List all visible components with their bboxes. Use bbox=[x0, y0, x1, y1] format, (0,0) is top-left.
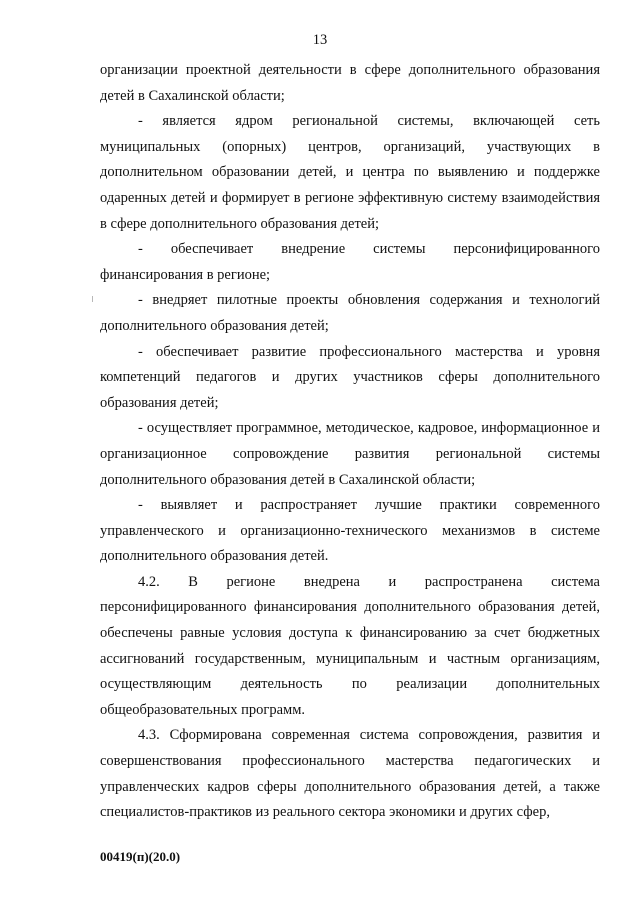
text-line: управленческого и организационно-технического механизмов в системе bbox=[100, 522, 600, 539]
text-line: финансирования в регионе; bbox=[100, 266, 271, 283]
list-item-professional-development bbox=[100, 340, 600, 417]
text-line: муниципальных (опорных) центров, организаций, участвующих в bbox=[100, 138, 600, 155]
text-line: детей в Сахалинской области; bbox=[100, 87, 285, 104]
paragraph-continuation bbox=[100, 58, 600, 109]
list-item-pilot-projects bbox=[100, 288, 600, 339]
text-line: обеспечены равные условия доступа к финансированию за счет бюджетных bbox=[100, 625, 600, 642]
text-line: общеобразовательных программ. bbox=[100, 701, 306, 718]
page-number: 13 bbox=[312, 32, 328, 48]
text-line: совершенствования профессионального мастерства педагогических и bbox=[100, 753, 600, 770]
text-line: 4.3. Сформирована современная система сопровождения, развития и bbox=[138, 727, 600, 744]
list-item-support bbox=[100, 416, 600, 493]
text-line: - внедряет пилотные проекты обновления содержания и технологий bbox=[138, 292, 600, 309]
text-line: организации проектной деятельности в сфере дополнительного образования bbox=[100, 62, 600, 78]
text-line: взаимодействия в сфере дополнительного образования детей; bbox=[100, 189, 600, 232]
section-4-3 bbox=[100, 723, 600, 825]
text-line: - является ядром региональной системы, включающей сеть bbox=[138, 113, 600, 130]
text-line: специалистов-практиков из реального сектора экономики и других сфер, bbox=[100, 804, 550, 821]
text-line: ассигнований государственным, муниципальным и частным организациям, bbox=[100, 650, 600, 667]
text-line: - обеспечивает внедрение системы персонифицированного bbox=[138, 241, 600, 258]
document-code: 00419(п)(20.0) bbox=[100, 849, 181, 864]
section-4-2 bbox=[100, 570, 600, 724]
text-line: управленческих кадров сферы дополнительного образования детей, а также bbox=[100, 778, 600, 795]
text-line: - обеспечивает развитие профессионального мастерства и уровня bbox=[138, 343, 600, 360]
list-item-personified-financing bbox=[100, 237, 600, 288]
text-line: дополнительного образования детей; bbox=[100, 317, 329, 334]
text-line: осуществляющим деятельность по реализации дополнительных bbox=[100, 676, 600, 693]
text-line: - выявляет и распространяет лучшие практики современного bbox=[138, 497, 600, 514]
text-line: 4.2. В регионе внедрена и распространена система bbox=[138, 573, 600, 590]
text-line: образования детей; bbox=[100, 394, 219, 411]
text-line: дополнительного образования детей. bbox=[100, 548, 329, 565]
text-line: и организационное сопровождение развития региональной системы bbox=[100, 420, 600, 462]
text-line: - осуществляет программное, методическое, кадровое, информационное bbox=[138, 420, 589, 437]
list-item-best-practices bbox=[100, 493, 600, 570]
list-item-regional-core bbox=[100, 109, 600, 237]
text-line: персонифицированного финансирования дополнительного образования детей, bbox=[100, 599, 600, 616]
scan-mark bbox=[92, 296, 93, 302]
text-line: одаренных детей и формирует в регионе эффективную систему bbox=[100, 189, 498, 206]
text-line: дополнительного образования детей в Сахалинской области; bbox=[100, 471, 476, 488]
text-line: компетенций педагогов и других участников сферы дополнительного bbox=[100, 369, 600, 386]
text-line: дополнительном образовании детей, и центра по выявлению и поддержке bbox=[100, 164, 600, 181]
document-body bbox=[100, 58, 600, 826]
